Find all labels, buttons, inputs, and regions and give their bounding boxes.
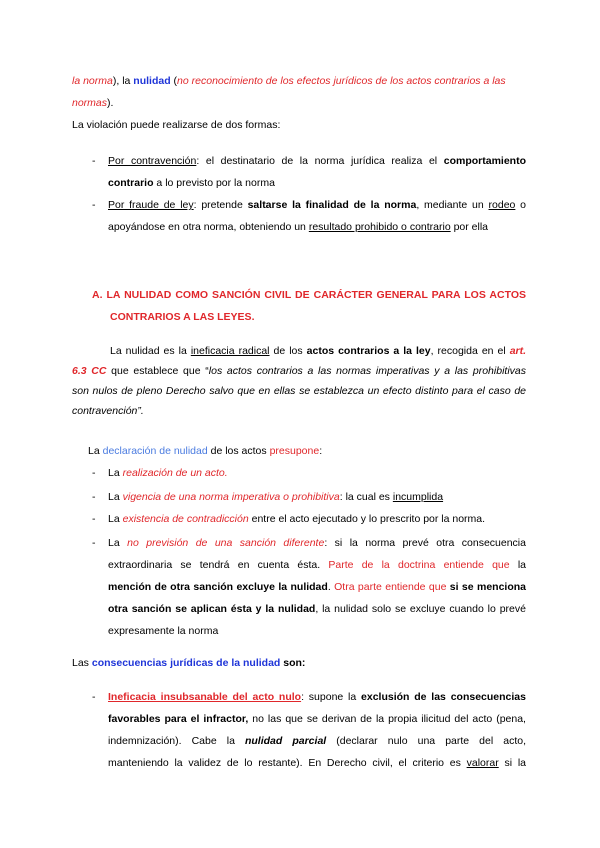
para1-line-3: son nulos de pleno Derecho salvo que en ellas se establezca un efecto distinto para el caso de [72,385,526,397]
list-bullet: - [92,467,96,479]
decl-item-3: La existencia de contradicción entre el acto ejecutado y lo prescrito por la norma. [108,513,486,525]
decl-item-1: La realización de un acto. [108,467,228,479]
decl-item-4-line-1: La no previsión de una sanción diferente: si la norma prevé otra consecuencia [108,537,526,549]
intro-line-3: La violación puede realizarse de dos formas: [72,119,281,131]
cons-item-1-line-4: manteniendo la validez de lo restante). En Derecho civil, el criterio es valorar si la [108,757,526,769]
cons-intro: Las consecuencias jurídicas de la nulidad son: [72,657,306,669]
cons-item-1-line-3: indemnización). Cabe la nulidad parcial (declarar nulo una parte del acto, [108,735,527,747]
para1-line-4: contravención”. [72,405,144,417]
para1-line-1: La nulidad es la ineficacia radical de los actos contrarios a la ley, recogida en el art. [110,345,527,357]
contravencion-item-line-1: Por contravención: el destinatario de la norma jurídica realiza el comportamiento [108,155,526,167]
cons-item-1-line-1: Ineficacia insubsanable del acto nulo: supone la exclusión de las consecuencias [108,691,526,703]
section-a-heading-line-1: A. LA NULIDAD COMO SANCIÓN CIVIL DE CARÁCTER GENERAL PARA LOS ACTOS [92,289,526,301]
para1-line-2: 6.3 CC que establece que “los actos contrarios a las normas imperativas y a las prohibitivas [72,365,526,377]
list-bullet: - [92,513,96,525]
fraude-item-line-2: apoyándose en otra norma, obteniendo un resultado prohibido o contrario por ella [108,221,489,233]
section-a-heading-line-2: CONTRARIOS A LAS LEYES. [110,311,255,323]
decl-item-4-line-4: otra sanción se aplican ésta y la nulidad, la nulidad solo se excluye cuando lo prevé [108,603,526,615]
intro-line-1: la norma), la nulidad (no reconocimiento de los efectos jurídicos de los actos contrarios a las [72,75,506,87]
decl-item-4-line-5: expresamente la norma [108,625,219,637]
list-bullet: - [92,491,96,503]
decl-item-4-line-2: extraordinaria se tendrá en cuenta ésta. Parte de la doctrina entiende que la [108,559,527,571]
fraude-item-line-1: Por fraude de ley: pretende saltarse la finalidad de la norma, mediante un rodeo o [108,199,527,211]
list-bullet: - [92,691,96,703]
contravencion-item-line-2: contrario a lo previsto por la norma [108,177,275,189]
list-bullet: - [92,199,96,211]
list-bullet: - [92,155,96,167]
decl-item-4-line-3: mención de otra sanción excluye la nulidad. Otra parte entiende que si se menciona [108,581,527,593]
decl-intro: La declaración de nulidad de los actos presupone: [88,445,323,457]
cons-item-1-line-2: favorables para el infractor, no las que se derivan de la propia ilicitud del acto (pena, [108,713,526,725]
list-bullet: - [92,537,96,549]
decl-item-2: La vigencia de una norma imperativa o prohibitiva: la cual es incumplida [108,491,444,503]
intro-line-2: normas). [72,97,114,109]
